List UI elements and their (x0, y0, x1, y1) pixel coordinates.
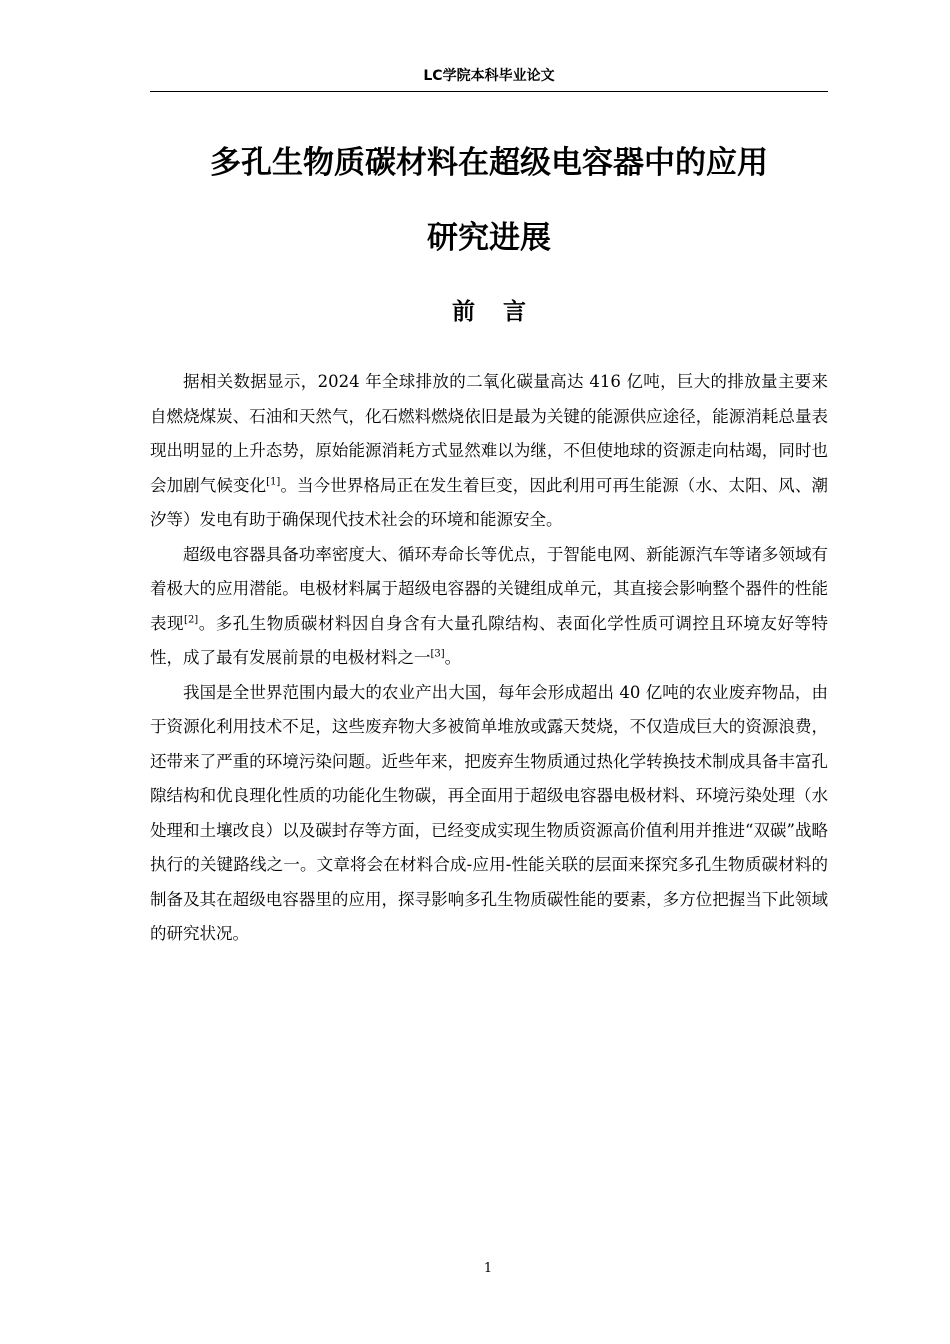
paper-title-line-1: 多孔生物质碳材料在超级电容器中的应用 (210, 145, 768, 181)
citation: [3] (430, 648, 445, 660)
running-header: LC学院本科毕业论文 (150, 64, 828, 92)
paragraph-text: 。多孔生物质碳材料因自身含有大量孔隙结构、表面化学性质可调控且环境友好等特性，成了最有发展前景的电极材料之一 (150, 613, 829, 667)
paragraph-text: 据相关数据显示，2024 年全球排放的二氧化碳量高达 416 亿吨，巨大的排放量主要来自燃烧煤炭、石油和天然气，化石燃料燃烧依旧是最为关键的能源供应途径，能源消耗总量表现出明显的上升态势，原始能源消耗方式显然难以为继，不但使地球的资源走向枯竭，同时也会加剧气候变化 (150, 372, 828, 495)
citation: [1] (266, 476, 281, 487)
paragraph (150, 538, 828, 676)
body-text (150, 365, 828, 952)
citation: [2] (184, 614, 199, 625)
paragraph-text: 我国是全世界范围内最大的农业产出大国，每年会形成超出 40 亿吨的农业废弃物品，由于资源化利用技术不足，这些废弃物大多被简单堆放或露天焚烧，不仅造成巨大的资源浪费，还带来了严重的环境污染问题。近些年来，把废弃生物质通过热化学转换技术制成具备丰富孔隙结构和优良理化性质的功能化生物碳，再全面用于超级电容器电极材料、环境污染处理（水处理和土壤改良）以及碳封存等方面，已经变成实现生物质资源高价值利用并推进“双碳”战略执行的关键路线之一。文章将会在材料合成-应用-性能关联的层面来探究多孔生物质碳材料的制备及其在超级电容器里的应用，探寻影响多孔生物质碳性能的要素，多方位把握当下此领域的研究状况。 (150, 682, 828, 943)
paper-title-line-2: 研究进展 (427, 220, 551, 256)
paragraph-text: 。 (444, 648, 462, 667)
paragraph-text: 。当今世界格局正在发生着巨变，因此利用可再生能源（水、太阳、风、潮汐等）发电有助于确保现代技术社会的环境和能源安全。 (150, 475, 829, 529)
paragraph (150, 365, 828, 538)
paragraph (150, 676, 828, 952)
paragraph-text: 超级电容器具备功率密度大、循环寿命长等优点，于智能电网、新能源汽车等诸多领域有着极大的应用潜能。电极材料属于超级电容器的关键组成单元，其直接会影响整个器件的性能表现 (150, 544, 828, 633)
section-heading: 前言 (452, 299, 554, 325)
page-number: 1 (483, 1261, 493, 1276)
